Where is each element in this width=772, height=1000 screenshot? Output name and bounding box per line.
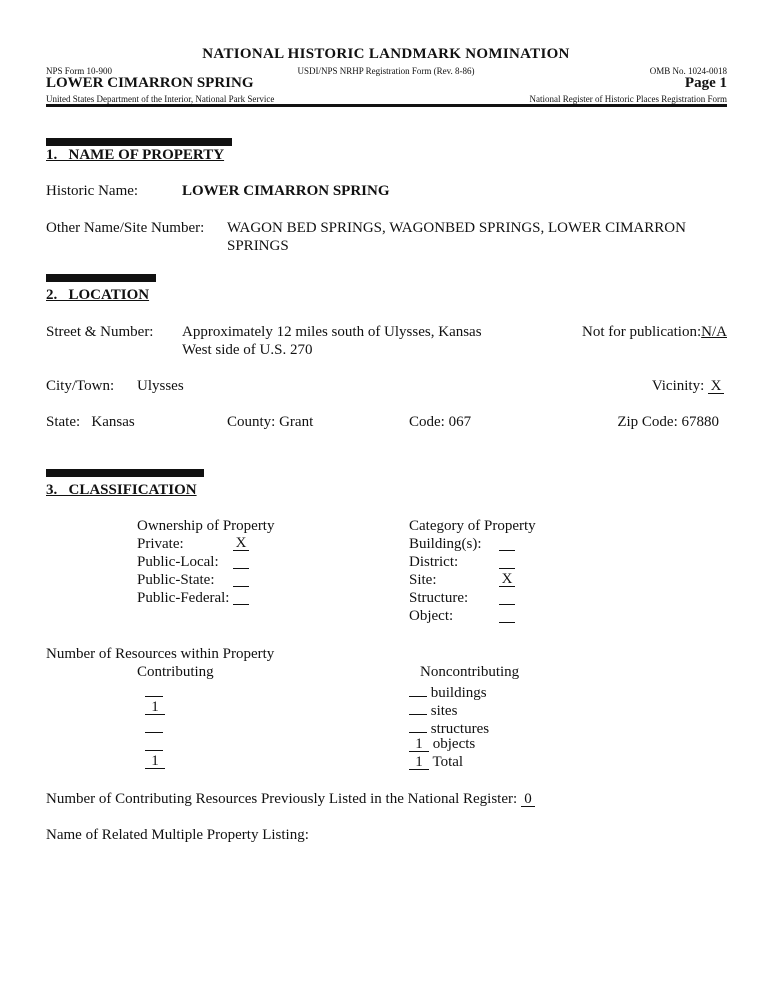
register-label: National Register of Historic Places Registration Form — [529, 94, 727, 104]
noncontributing-value — [409, 682, 427, 697]
category-label: Structure: — [409, 590, 469, 606]
other-name-label: Other Name/Site Number: — [46, 220, 205, 236]
section2-heading: 2. LOCATION — [46, 287, 150, 303]
state-field: State: Kansas — [46, 414, 135, 430]
category-label: Building(s): — [409, 536, 482, 552]
noncontributing-row — [409, 754, 463, 771]
other-name-line1: WAGON BED SPRINGS, WAGONBED SPRINGS, LOWER CIMARRON — [227, 220, 686, 236]
ownership-private-value: X — [233, 536, 249, 551]
noncontributing-value: 1 — [409, 755, 429, 770]
category-label: Site: — [409, 572, 437, 588]
resources-heading: Number of Resources within Property — [46, 646, 275, 662]
city-label: City/Town: — [46, 378, 115, 394]
contributing-objects — [145, 736, 163, 751]
ownership-public-state-value — [233, 572, 249, 587]
form-center-label: USDI/NPS NRHP Registration Form (Rev. 8-86) — [297, 66, 475, 76]
form-title: NATIONAL HISTORIC LANDMARK NOMINATION — [202, 46, 570, 62]
street-line2: West side of U.S. 270 — [182, 342, 313, 358]
category-buildings-value — [499, 536, 515, 551]
vicinity-value: X — [708, 379, 724, 394]
section1-bar — [46, 138, 232, 146]
resource-type: Total — [432, 754, 464, 770]
related-listing-label: Name of Related Multiple Property Listing: — [46, 827, 309, 843]
noncontributing-row — [409, 700, 457, 720]
contributing-heading: Contributing — [137, 664, 214, 680]
category-heading: Category of Property — [409, 518, 536, 534]
historic-name-value: LOWER CIMARRON SPRING — [182, 183, 390, 199]
ownership-label: Public-Local: — [137, 554, 219, 570]
ownership-label: Public-Federal: — [137, 590, 230, 606]
code-field: Code: 067 — [409, 414, 472, 430]
previously-listed — [46, 791, 535, 808]
vicinity-label: Vicinity: — [651, 378, 705, 394]
category-site-value: X — [499, 572, 515, 587]
previously-listed-label: Number of Contributing Resources Previously Listed in the National Register: — [46, 791, 518, 807]
historic-name-label: Historic Name: — [46, 183, 139, 199]
ownership-row — [137, 554, 219, 571]
county-field: County: Grant — [227, 414, 314, 430]
noncontributing-value: 1 — [409, 737, 429, 752]
ownership-label: Private: — [137, 536, 184, 552]
not-for-publication — [582, 324, 727, 341]
resource-type: objects — [432, 736, 476, 752]
ownership-row — [137, 590, 229, 607]
zip-field: Zip Code: 67880 — [617, 414, 719, 430]
category-label: District: — [409, 554, 459, 570]
category-district-value — [499, 554, 515, 569]
street-line1: Approximately 12 miles south of Ulysses, Kansas — [182, 324, 482, 340]
section3-heading: 3. CLASSIFICATION — [46, 482, 197, 498]
city-value: Ulysses — [137, 378, 184, 394]
ownership-public-local-value — [233, 554, 249, 569]
noncontributing-row — [409, 736, 475, 753]
ownership-public-federal-value — [233, 590, 249, 605]
noncontributing-row — [409, 682, 487, 702]
ownership-heading: Ownership of Property — [137, 518, 275, 534]
contributing-buildings — [145, 682, 163, 697]
department-label: United States Department of the Interior, National Park Service — [46, 94, 275, 104]
category-label: Object: — [409, 608, 454, 624]
section2-bar — [46, 274, 156, 282]
noncontributing-value — [409, 718, 427, 733]
contributing-total: 1 — [145, 754, 165, 769]
street-label: Street & Number: — [46, 324, 154, 340]
property-name-header: LOWER CIMARRON SPRING — [46, 75, 254, 91]
other-name-line2: SPRINGS — [227, 238, 289, 254]
category-object-value — [499, 608, 515, 623]
page-number: Page 1 — [684, 75, 727, 91]
ownership-row — [137, 572, 215, 589]
noncontributing-row — [409, 718, 489, 738]
ownership-label: Public-State: — [137, 572, 215, 588]
noncontributing-heading: Noncontributing — [420, 664, 520, 680]
contributing-structures — [145, 718, 163, 733]
resource-type: buildings — [430, 685, 487, 701]
not-for-publication-label: Not for publication: — [582, 324, 702, 340]
header-rule — [46, 104, 727, 107]
section3-bar — [46, 469, 204, 477]
contributing-sites: 1 — [145, 700, 165, 715]
vicinity — [652, 378, 724, 395]
category-structure-value — [499, 590, 515, 605]
noncontributing-value — [409, 700, 427, 715]
resource-type: sites — [430, 703, 458, 719]
previously-listed-value: 0 — [521, 792, 535, 807]
section1-heading: 1. NAME OF PROPERTY — [46, 147, 225, 163]
form-number: NPS Form 10-900 — [46, 66, 113, 76]
resource-type: structures — [430, 721, 490, 737]
ownership-row — [137, 536, 184, 553]
not-for-publication-value: N/A — [701, 324, 727, 340]
omb-number: OMB No. 1024-0018 — [649, 66, 727, 76]
